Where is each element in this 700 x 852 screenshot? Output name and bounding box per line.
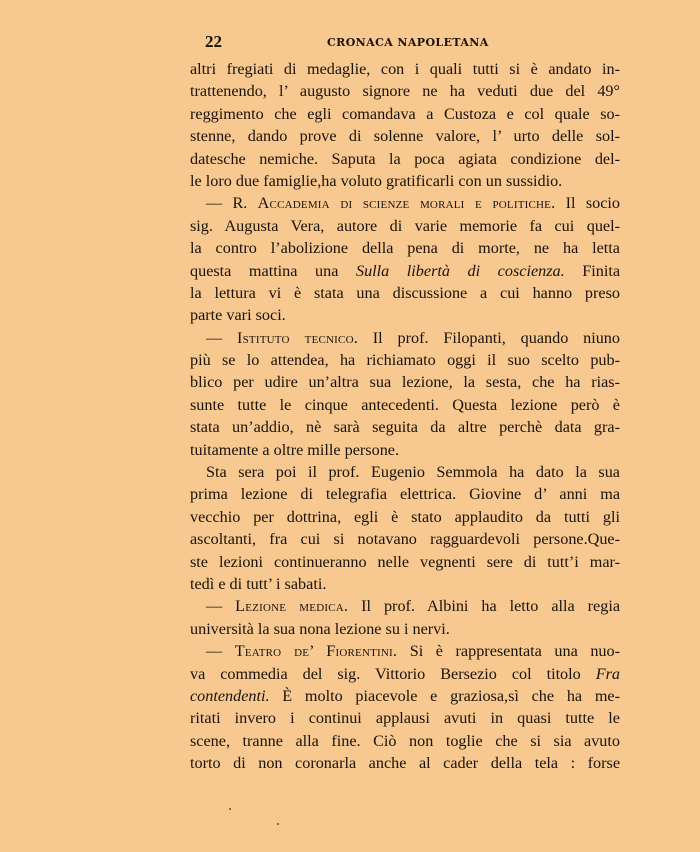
section-heading-line bbox=[190, 595, 620, 617]
text-line: le loro due famiglie,ha voluto gratificarli con un sussidio. bbox=[190, 171, 563, 190]
text-line: tuitamente a oltre mille persone. bbox=[190, 440, 400, 459]
text-line bbox=[190, 663, 620, 685]
running-title: CRONACA NAPOLETANA bbox=[327, 36, 489, 49]
section-heading: Istituto tecnico. bbox=[237, 328, 358, 347]
text-line: ste lezioni continueranno nelle vegnenti sere di tutt’i mar- bbox=[190, 552, 620, 571]
text-line: sig. Augusta Vera, autore di varie memorie fa cui quel- bbox=[190, 216, 620, 235]
page-header bbox=[205, 32, 619, 52]
text-line: reggimento che egli comandava a Custoza e col quale so- bbox=[190, 104, 620, 123]
text-line: stenne, dando prove di solenne valore, l’ urto delle sol- bbox=[190, 127, 620, 146]
text-line: datesche nemiche. Saputa la poca agiata condizione del- bbox=[190, 149, 620, 168]
em-dash: — bbox=[206, 328, 223, 347]
italic-title: Fra bbox=[595, 664, 620, 683]
text-line: prima lezione di telegrafia elettrica. Giovine d’ anni ma bbox=[190, 485, 620, 504]
text-line: altri fregiati di medaglie, con i quali tutti si è andato in- bbox=[190, 60, 620, 78]
text-line bbox=[190, 685, 620, 707]
text-run: Si è rappresentata una nuo- bbox=[397, 642, 621, 661]
text-line: università la sua nona lezione su i nervi. bbox=[190, 619, 450, 638]
text-run: Il socio bbox=[555, 194, 621, 213]
em-dash: — R. bbox=[206, 194, 248, 213]
text-line bbox=[190, 260, 620, 282]
text-line: scene, tranne alla fine. Ciò non toglie che si sia avuto bbox=[190, 731, 620, 750]
text-line: parte vari soci. bbox=[190, 306, 286, 325]
text-line: sunte tutte le cinque antecedenti. Questa lezione però è bbox=[190, 395, 620, 414]
speck bbox=[229, 808, 231, 810]
text-run: va commedia del sig. Vittorio Bersezio col titolo bbox=[190, 664, 596, 683]
speck bbox=[277, 823, 279, 825]
text-line: la lettura vi è stata una discussione a cui hanno preso bbox=[190, 283, 620, 302]
text-line: Sta sera poi il prof. Eugenio Semmola ha dato la sua bbox=[206, 463, 620, 482]
text-line: stata un’addio, nè sarà seguita da altre perchè data gra- bbox=[190, 418, 620, 437]
text-line: più se lo attendea, ha richiamato oggi il suo scelto pub- bbox=[190, 351, 620, 370]
text-line: vecchio per dottrina, egli è stato applaudito da tutti gli bbox=[190, 507, 620, 526]
italic-title: Sulla libertà di coscienza. bbox=[355, 261, 565, 280]
section-heading: Teatro de’ Fiorentini. bbox=[234, 642, 398, 661]
text-line: la contro l’abolizione della pena di morte, ne ha letta bbox=[190, 239, 620, 258]
text-run: Il prof. Albini ha letto alla regia bbox=[348, 597, 621, 616]
text-line: blico per udire un’altra sua lezione, la sesta, che ha rias- bbox=[190, 373, 620, 392]
em-dash: — bbox=[206, 597, 223, 616]
text-line: torto di non coronarla anche al cader della tela : forse bbox=[190, 754, 620, 773]
text-run: È molto piacevole e graziosa,sì che ha me- bbox=[269, 686, 620, 705]
text-run: questa mattina una bbox=[190, 261, 356, 280]
page-number: 22 bbox=[205, 32, 222, 51]
section-heading-line bbox=[190, 640, 620, 662]
text-line: tedì e di tutt’ i sabati. bbox=[190, 574, 327, 593]
text-line: ascoltanti, fra cui si notavano ragguardevoli persone.Que- bbox=[190, 530, 620, 549]
section-heading-line bbox=[190, 327, 620, 349]
em-dash: — bbox=[206, 642, 223, 661]
text-run: Finita bbox=[564, 261, 621, 280]
text-run: Il prof. Filopanti, quando niuno bbox=[357, 328, 620, 347]
text-line: trattenendo, l’ augusto signore ne ha veduti due del 49° bbox=[190, 82, 620, 101]
text-line: ritati invero i continui applausi avuti in quasi tutte le bbox=[190, 709, 620, 728]
section-heading-line bbox=[190, 192, 620, 214]
article-body bbox=[190, 58, 620, 775]
section-heading: Accademia di scienze morali e politiche. bbox=[257, 194, 556, 213]
section-heading: Lezione medica. bbox=[235, 597, 349, 616]
italic-title: contendenti. bbox=[190, 686, 270, 705]
